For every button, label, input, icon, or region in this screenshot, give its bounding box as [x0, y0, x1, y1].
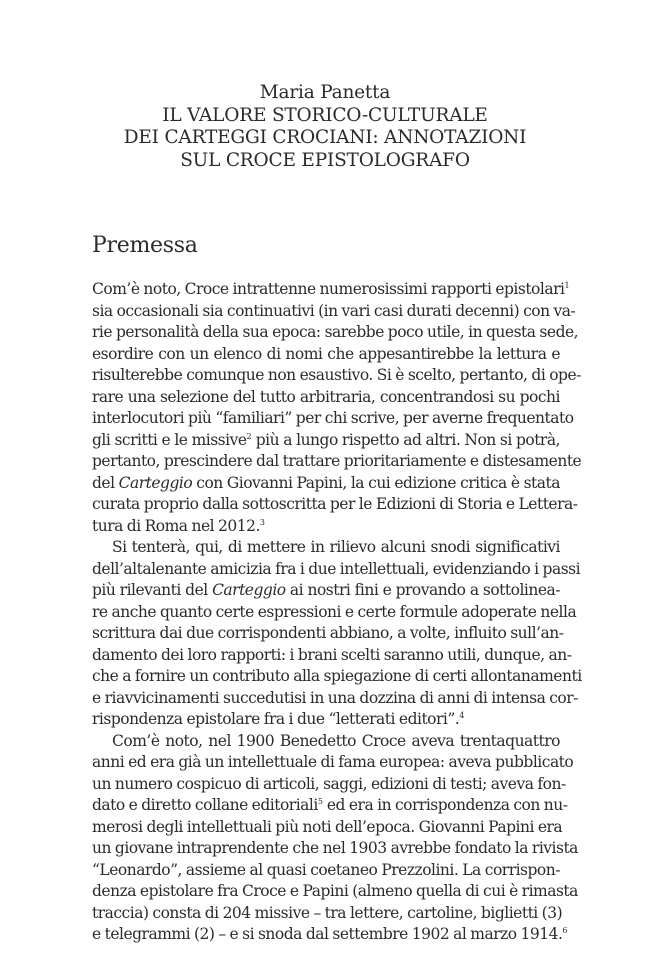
text-line: tura di Roma nel 2012.$^3$ — [92, 516, 265, 535]
text-line: damento dei loro rapporti: i brani scelti saranno utili, dunque, an- — [92, 645, 572, 664]
text-line: sia occasionali sia continuativi (in vari casi durati decenni) con va- — [92, 301, 576, 320]
chapter-title-line-3: SUL CROCE EPISTOLOGRAFO — [180, 149, 470, 171]
text-line: risulterebbe comunque non esaustivo. Si è scelto, pertanto, di ope- — [92, 366, 581, 384]
text-line: rie personalità della sua epoca: sarebbe poco utile, in questa sede, — [92, 323, 579, 341]
text-line: esordire con un elenco di nomi che appesantirebbe la lettura e — [92, 344, 560, 363]
chapter-header — [0, 82, 650, 172]
text-line: rare una selezione del tutto arbitraria, concentrandosi su pochi — [92, 387, 560, 406]
text-line: più rilevanti del Carteggio ai nostri fini e provando a sottolinea- — [92, 581, 561, 599]
text-line: “Leonardo”, assieme al quasi coetaneo Prezzolini. La corrispon- — [92, 860, 560, 879]
section-heading: Premessa — [92, 233, 198, 258]
text-line: merosi degli intellettuali più noti dell’epoca. Giovanni Papini era — [92, 817, 563, 836]
text-line: anni ed era già un intellettuale di fama europea: aveva pubblicato — [92, 753, 574, 771]
text-line: un numero cospicuo di articoli, saggi, edizioni di testi; aveva fon- — [92, 774, 566, 793]
footnote-ref[interactable]: 6 — [562, 926, 568, 935]
text-line: traccia) consta di 204 missive – tra lettere, cartoline, biglietti (3) — [92, 903, 563, 922]
footnote-ref[interactable]: 2 — [246, 431, 252, 441]
text-line: pertanto, prescindere dal trattare prioritariamente e distesamente — [92, 452, 582, 470]
text-line: dell’altalenante amicizia fra i due intellettuali, evidenziando i passi — [92, 559, 581, 578]
text-line: rispondenza epistolare fra i due “letterati editori”.$^4$ — [92, 710, 465, 728]
italic-title: Carteggio — [118, 473, 193, 492]
text-line: dato e diretto collane editoriali$^5$ ed era in corrispondenza con nu- — [92, 796, 568, 814]
text-line: re anche quanto certe espressioni e certe formule adoperate nella — [92, 602, 577, 621]
text-line: gli scritti e le missive$^2$ più a lungo rispetto ad altri. Non si potrà, — [92, 430, 561, 449]
text-line: del Carteggio con Giovanni Papini, la cui edizione critica è stata — [92, 473, 560, 492]
text-line: curata proprio dalla sottoscritta per le Edizioni di Storia e Lettera- — [92, 495, 578, 513]
text-line: scrittura dai due corrispondenti abbiano, a volte, influito sull’an- — [92, 624, 564, 642]
italic-title: Carteggio — [212, 581, 286, 599]
chapter-title-line-1: IL VALORE STORICO-CULTURALE — [162, 104, 488, 126]
text-line: Com’è noto, Croce intrattenne numerosissimi rapporti epistolari$^1$ — [92, 280, 570, 298]
text-line: e telegrammi (2) – e si snoda dal settembre 1902 al marzo 1914.$^6$ — [92, 925, 568, 943]
footnote-ref[interactable]: 5 — [317, 797, 323, 806]
text-line: Si tenterà, qui, di mettere in rilievo alcuni snodi significativi — [112, 538, 560, 556]
footnote-ref[interactable]: 1 — [564, 281, 570, 290]
body-text — [92, 279, 582, 946]
text-line: e riavvicinamenti succedutisi in una dozzina di anni di intensa cor- — [92, 688, 578, 707]
text-line: denza epistolare fra Croce e Papini (almeno quella di cui è rimasta — [92, 882, 578, 900]
footnote-ref[interactable]: 3 — [259, 517, 265, 527]
text-line: un giovane intraprendente che nel 1903 avrebbe fondato la rivista — [92, 839, 578, 857]
text-line: Com’è noto, nel 1900 Benedetto Croce aveva trentaquattro — [112, 731, 560, 750]
footnote-ref[interactable]: 4 — [459, 711, 465, 720]
text-line: interlocutori più “familiari” per chi scrive, per averne frequentato — [92, 409, 574, 427]
author-name: Maria Panetta — [259, 82, 391, 103]
text-line: che a fornire un contributo alla spiegazione di certi allontanamenti — [92, 667, 582, 685]
chapter-title-line-2: DEI CARTEGGI CROCIANI: ANNOTAZIONI — [123, 127, 527, 148]
